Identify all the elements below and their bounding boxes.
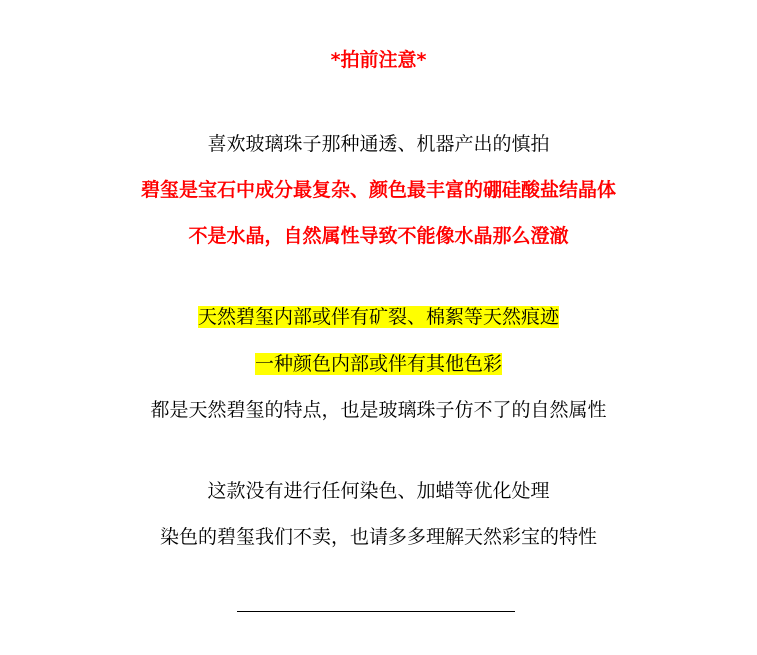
red-line-composition: 碧玺是宝石中成分最复杂、颜色最丰富的硼硅酸盐结晶体 bbox=[140, 179, 616, 201]
divider-line bbox=[237, 611, 515, 612]
red-line-not-crystal: 不是水晶，自然属性导致不能像水晶那么澄澈 bbox=[188, 225, 569, 247]
highlight-row-2 bbox=[0, 351, 757, 377]
no-treatment-line: 这款没有进行任何染色、加蜡等优化处理 bbox=[207, 480, 550, 502]
natural-property-line: 都是天然碧玺的特点，也是玻璃珠子仿不了的自然属性 bbox=[150, 399, 607, 421]
highlight-color-variation: 一种颜色内部或伴有其他色彩 bbox=[254, 353, 502, 375]
intro-line: 喜欢玻璃珠子那种通透、机器产出的慎拍 bbox=[207, 133, 550, 155]
highlight-natural-marks: 天然碧玺内部或伴有矿裂、棉絮等天然痕迹 bbox=[197, 306, 559, 328]
highlight-row-1 bbox=[0, 304, 757, 330]
closing-line: 染色的碧玺我们不卖，也请多多理解天然彩宝的特性 bbox=[159, 526, 597, 548]
notice-title: *拍前注意* bbox=[330, 49, 427, 71]
